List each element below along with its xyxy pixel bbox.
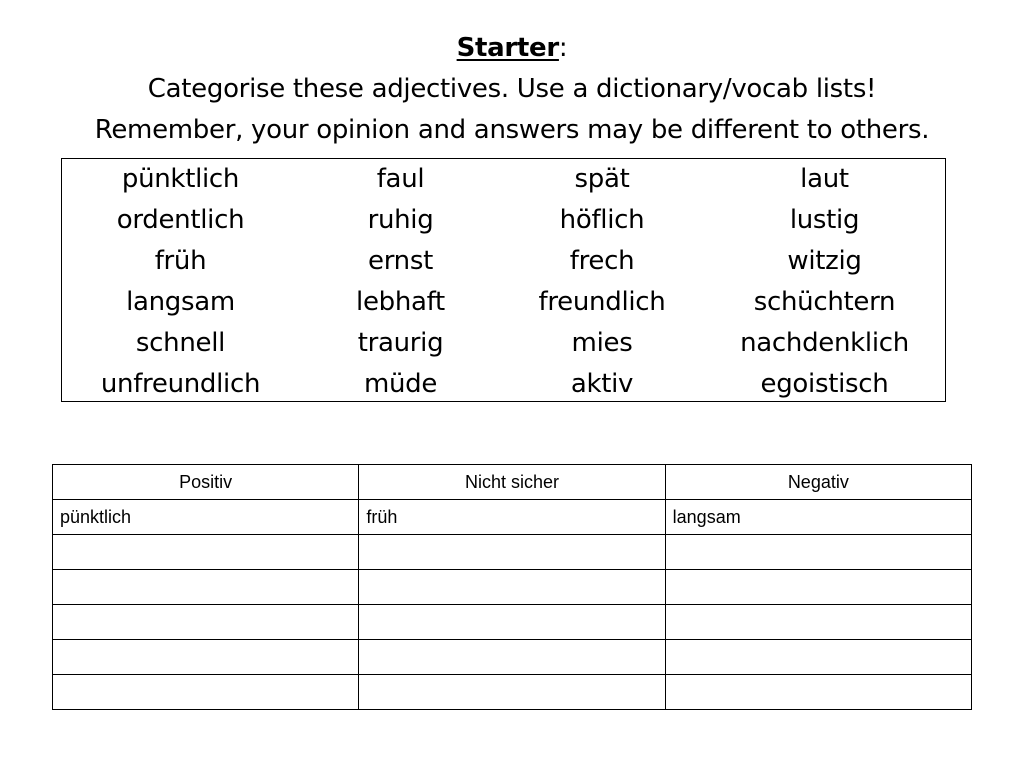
adjective-word: schüchtern [753, 287, 896, 317]
adjective-word: lebhaft [356, 287, 445, 317]
adjective-word: witzig [787, 246, 862, 276]
adjective-word: traurig [357, 328, 444, 358]
adjective-word-box [61, 158, 946, 402]
table-row [53, 500, 972, 535]
word-column [702, 159, 947, 405]
negativ-cell[interactable] [665, 535, 971, 570]
page-title: Starter [456, 33, 559, 63]
title-line [0, 28, 1024, 69]
adjective-word: unfreundlich [100, 369, 261, 399]
adjective-word: ruhig [367, 205, 434, 235]
adjective-word: mies [571, 328, 633, 358]
table-row [53, 675, 972, 710]
adjective-word: ordentlich [116, 205, 245, 235]
header-negativ: Negativ [665, 465, 971, 500]
header-positiv: Positiv [53, 465, 359, 500]
header-nicht-sicher: Nicht sicher [359, 465, 665, 500]
positiv-cell[interactable] [53, 535, 359, 570]
nicht-sicher-cell[interactable] [359, 570, 665, 605]
table-header-row [53, 465, 972, 500]
word-column [299, 159, 502, 405]
adjective-word: freundlich [538, 287, 666, 317]
word-column [502, 159, 702, 405]
positiv-cell[interactable] [53, 675, 359, 710]
negativ-cell[interactable]: langsam [665, 500, 971, 535]
table-row [53, 640, 972, 675]
table-row [53, 570, 972, 605]
adjective-word: müde [363, 369, 438, 399]
adjective-word: faul [376, 164, 425, 194]
word-column [62, 159, 299, 405]
adjective-word: schnell [135, 328, 226, 358]
adjective-word: aktiv [570, 369, 634, 399]
nicht-sicher-cell[interactable] [359, 535, 665, 570]
adjective-word: ernst [368, 246, 433, 276]
adjective-word: lustig [789, 205, 860, 235]
nicht-sicher-cell[interactable] [359, 675, 665, 710]
adjective-word: höflich [559, 205, 645, 235]
positiv-cell[interactable] [53, 570, 359, 605]
adjective-word: langsam [126, 287, 235, 317]
nicht-sicher-cell[interactable] [359, 640, 665, 675]
negativ-cell[interactable] [665, 675, 971, 710]
adjective-word: frech [569, 246, 635, 276]
nicht-sicher-cell[interactable]: früh [359, 500, 665, 535]
adjective-word: spät [574, 164, 630, 194]
adjective-word: egoistisch [760, 369, 889, 399]
adjective-word: nachdenklich [740, 328, 909, 358]
negativ-cell[interactable] [665, 570, 971, 605]
title-colon: : [558, 33, 568, 63]
instruction-line-1: Categorise these adjectives. Use a dictionary/vocab lists! [147, 74, 877, 104]
negativ-cell[interactable] [665, 605, 971, 640]
adjective-word: pünktlich [121, 164, 240, 194]
positiv-cell[interactable] [53, 640, 359, 675]
positiv-cell[interactable] [53, 605, 359, 640]
nicht-sicher-cell[interactable] [359, 605, 665, 640]
instructions-header [0, 28, 1024, 151]
instruction-line-2: Remember, your opinion and answers may be different to others. [94, 115, 930, 145]
negativ-cell[interactable] [665, 640, 971, 675]
adjective-word: laut [800, 164, 849, 194]
categorise-table [52, 464, 972, 710]
table-row [53, 535, 972, 570]
positiv-cell[interactable]: pünktlich [53, 500, 359, 535]
table-row [53, 605, 972, 640]
adjective-word: früh [154, 246, 207, 276]
